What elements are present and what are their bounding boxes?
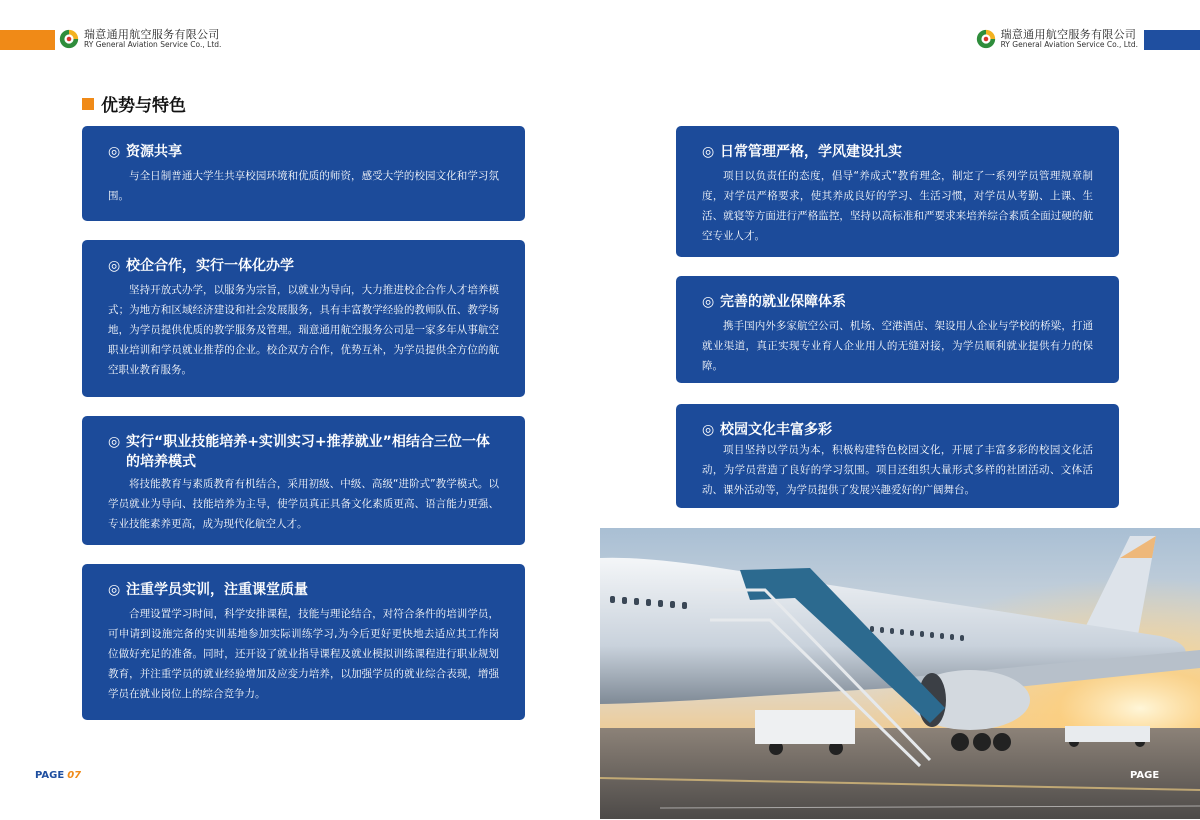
card-body: 将技能教育与素质教育有机结合，采用初级、中级、高级“进阶式”教学模式。以学员就业为导向、技能培养为主导，使学员真正具备文化素质更高、语言能力更强、专业技能素养更高，成为现代化航空人才。 — [108, 478, 499, 530]
ring-bullet-icon: ◎ — [108, 258, 121, 274]
company-name-en: RY General Aviation Service Co., Ltd. — [1000, 39, 1138, 49]
card-title: 校园文化丰富多彩 — [720, 422, 832, 438]
page-label: PAGE — [35, 770, 65, 781]
header-accent-bar-right — [1144, 30, 1200, 50]
logo-mark-icon — [58, 28, 80, 50]
ring-bullet-icon: ◎ — [108, 144, 121, 160]
airplane-photo — [600, 528, 1200, 819]
logo-mark-icon — [975, 28, 997, 50]
ring-bullet-icon: ◎ — [702, 144, 715, 160]
header-accent-bar-left — [0, 30, 55, 50]
company-logo-left — [58, 28, 221, 50]
feature-card-resource-sharing — [82, 126, 525, 221]
card-title: 资源共享 — [126, 144, 182, 160]
card-body: 坚持开放式办学，以服务为宗旨，以就业为导向，大力推进校企合作人才培养模式；为地方和区域经济建设和社会发展服务，具有丰富教学经验的教师队伍、教学场地，为学员提供优质的教学服务及管理。瑞意通用航空服务公司是一家多年从事航空职业培训和学员就业推荐的企业。校企双方合作，优势互补，为学员提供全方位的航空职业教育服务。 — [108, 284, 499, 376]
feature-card-strict-management — [676, 126, 1119, 257]
card-body: 项目坚持以学员为本，积极构建特色校园文化，开展了丰富多彩的校园文化活动，为学员营造了良好的学习氛围。项目还组织大量形式多样的社团活动、文体活动、课外活动等，为学员提供了发展兴趣爱好的广阔舞台。 — [702, 444, 1093, 496]
card-title: 校企合作，实行一体化办学 — [126, 258, 294, 274]
feature-card-practical-training — [82, 564, 525, 720]
page-number: 07 — [67, 770, 82, 781]
page-label: PAGE — [1130, 770, 1160, 781]
card-title: 实行“职业技能培养+实训实习+推荐就业”相结合三位一体 的培养模式 — [126, 434, 490, 470]
card-body: 项目以负责任的态度，倡导“养成式”教育理念，制定了一系列学员管理规章制度，对学员严格要求，使其养成良好的学习、生活习惯，对学员从考勤、上课、生活、就寝等方面进行严格监控，坚持以高标准和严要求来培养综合素质全面过硬的航空专业人才。 — [702, 170, 1093, 242]
title-square-marker — [82, 98, 94, 110]
section-title-text: 优势与特色 — [101, 96, 186, 116]
feature-card-school-enterprise — [82, 240, 525, 397]
page-number-left — [35, 770, 81, 781]
card-body: 携手国内外多家航空公司、机场、空港酒店、架设用人企业与学校的桥梁，打通就业渠道，真正实现专业育人企业用人的无缝对接，为学员顺利就业提供有力的保障。 — [702, 320, 1093, 372]
section-title — [82, 91, 186, 116]
card-body: 与全日制普通大学生共享校园环境和优质的师资，感受大学的校园文化和学习氛围。 — [108, 170, 499, 202]
company-name-cn: 瑞意通用航空服务有限公司 — [1000, 27, 1137, 41]
company-name-en: RY General Aviation Service Co., Ltd. — [84, 39, 222, 49]
feature-card-employment-guarantee — [676, 276, 1119, 383]
page-number-right — [1130, 770, 1159, 781]
ring-bullet-icon: ◎ — [702, 294, 715, 310]
card-title: 完善的就业保障体系 — [720, 294, 846, 310]
card-body: 合理设置学习时间，科学安排课程，技能与理论结合，对符合条件的培训学员，可申请到设施完备的实训基地参加实际训练学习,为今后更好更快地去适应其工作岗位做好充足的准备。同时，还开设了就业指导课程及就业模拟训练课程进行职业规划教育，并注重学员的就业经验增加及应变力培养，以加强学员的就业综合表现，增强学员在就业岗位上的综合竞争力。 — [108, 608, 499, 700]
card-title: 注重学员实训，注重课堂质量 — [126, 582, 308, 598]
company-name-cn: 瑞意通用航空服务有限公司 — [84, 27, 220, 41]
card-title: 日常管理严格，学风建设扎实 — [720, 144, 902, 160]
ring-bullet-icon: ◎ — [108, 582, 121, 598]
ring-bullet-icon: ◎ — [108, 434, 121, 450]
feature-card-campus-culture — [676, 404, 1119, 508]
company-logo-right — [975, 28, 1138, 50]
feature-card-training-model — [82, 416, 525, 545]
ring-bullet-icon: ◎ — [702, 422, 715, 438]
